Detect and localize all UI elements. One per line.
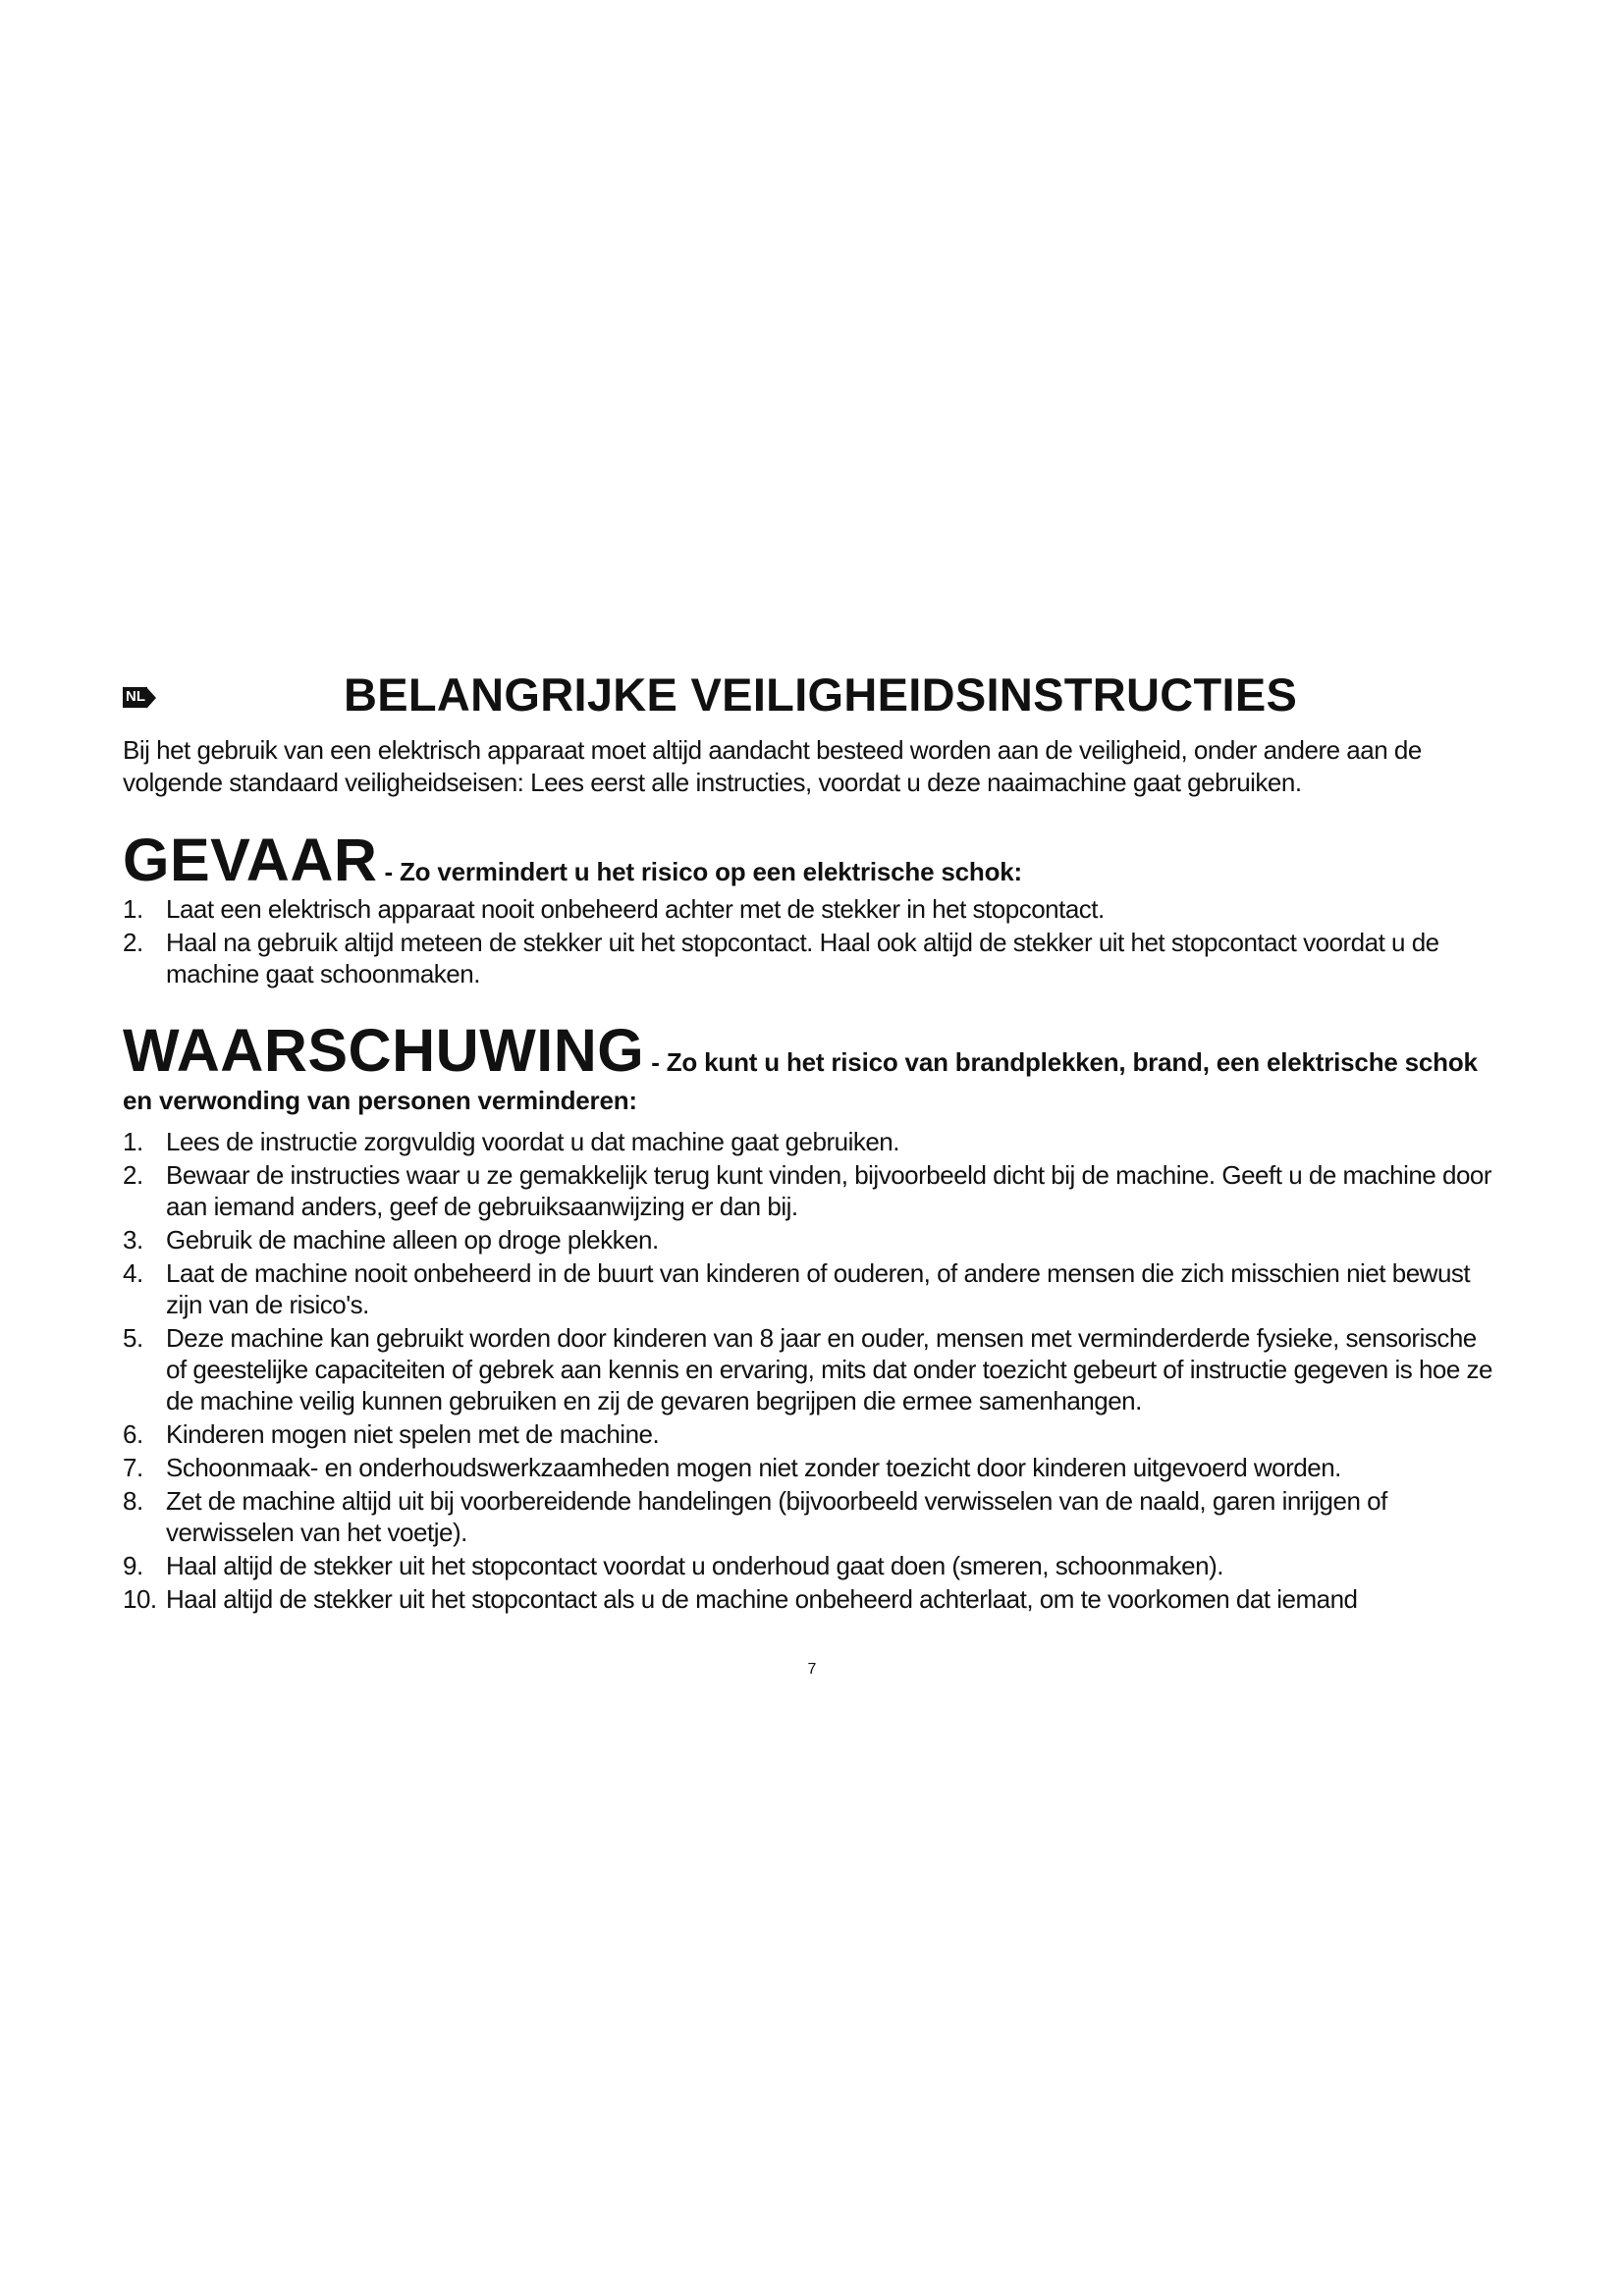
list-item — [123, 1485, 1502, 1548]
list-item — [123, 1418, 1502, 1450]
list-item-number: 7. — [123, 1453, 143, 1482]
list-item-text: Laat een elektrisch apparaat nooit onbeheerd achter met de stekker in het stopcontact. — [166, 894, 1105, 924]
list-item-text: Deze machine kan gebruikt worden door kinderen van 8 jaar en ouder, mensen met verminderderde fysieke, sensorische of geestelijke capaciteiten of gebrek aan kennis en ervaring, mits dat onder toezicht gebeurt of instructie gegeven is hoe ze de machine veilig kunnen gebruiken en zij de gevaren begrijpen die ermee samenhangen. — [166, 1323, 1493, 1415]
list-item-number: 2. — [123, 928, 143, 957]
list-item — [123, 1452, 1502, 1483]
list-item — [123, 1126, 1502, 1157]
danger-heading — [123, 827, 1502, 893]
list-item — [123, 1224, 1502, 1255]
list-item-number: 2. — [123, 1160, 143, 1190]
list-item-number: 9. — [123, 1551, 143, 1580]
list-item-number: 1. — [123, 894, 143, 924]
list-item-text: Lees de instructie zorgvuldig voordat u dat machine gaat gebruiken. — [166, 1127, 899, 1156]
list-item-text: Bewaar de instructies waar u ze gemakkelijk terug kunt vinden, bijvoorbeeld dicht bij de machine. Geeft u de machine door aan iemand anders, geef de gebruiksaanwijzing er dan bij. — [166, 1160, 1492, 1221]
list-item-text: Zet de machine altijd uit bij voorbereidende handelingen (bijvoorbeeld verwisselen van de naald, garen inrijgen of verwisselen van het voetje). — [166, 1486, 1387, 1547]
page-title: BELANGRIJKE VEILIGHEIDSINSTRUCTIES — [344, 668, 1298, 721]
warning-subtitle: - Zo kunt u het risico van brandplekken, brand, een elektrische schok en verwonding van personen verminderen: — [123, 1047, 1478, 1115]
list-item — [123, 1583, 1502, 1615]
list-item-number: 8. — [123, 1486, 143, 1516]
list-item — [123, 1322, 1502, 1416]
language-badge — [123, 687, 156, 708]
list-item-number: 5. — [123, 1323, 143, 1353]
list-item — [123, 893, 1502, 925]
list-item — [123, 1159, 1502, 1222]
list-item-text: Schoonmaak- en onderhoudswerkzaamheden mogen niet zonder toezicht door kinderen uitgevoerd worden. — [166, 1453, 1341, 1482]
list-item-text: Laat de machine nooit onbeheerd in de buurt van kinderen of ouderen, of andere mensen die zich misschien niet bewust zijn van de risico's. — [166, 1258, 1471, 1319]
list-item-number: 4. — [123, 1258, 143, 1288]
danger-list — [123, 893, 1502, 989]
title-row — [123, 667, 1502, 726]
list-item-text: Haal altijd de stekker uit het stopcontact als u de machine onbeheerd achterlaat, om te voorkomen dat iemand — [166, 1584, 1358, 1614]
danger-title: GEVAAR — [123, 827, 378, 893]
list-item — [123, 1257, 1502, 1320]
page-number: 7 — [807, 1661, 817, 1678]
list-item-number: 6. — [123, 1419, 143, 1449]
badge-arrow-icon — [147, 688, 156, 708]
language-badge-label: NL — [123, 687, 147, 708]
warning-title: WAARSCHUWING — [123, 1017, 645, 1084]
list-item-number: 10. — [123, 1584, 157, 1614]
warning-list — [123, 1126, 1502, 1615]
document-content — [123, 667, 1502, 1617]
list-item — [123, 927, 1502, 989]
list-item-text: Haal altijd de stekker uit het stopcontact voordat u onderhoud gaat doen (smeren, schoonmaken). — [166, 1551, 1223, 1580]
warning-heading — [123, 1017, 1502, 1122]
danger-subtitle: - Zo vermindert u het risico op een elektrische schok: — [377, 857, 1022, 886]
list-item-text: Gebruik de machine alleen op droge plekken. — [166, 1225, 659, 1255]
list-item-number: 3. — [123, 1225, 143, 1255]
list-item — [123, 1550, 1502, 1581]
intro-paragraph: Bij het gebruik van een elektrisch apparaat moet altijd aandacht besteed worden aan de veiligheid, onder andere aan de volgende standaard veiligheidseisen: Lees eerst alle instructies, voordat u deze naaimachine gaat gebruiken. — [123, 735, 1422, 797]
list-item-text: Kinderen mogen niet spelen met de machine. — [166, 1419, 660, 1449]
list-item-text: Haal na gebruik altijd meteen de stekker uit het stopcontact. Haal ook altijd de stekker uit het stopcontact voordat u de machine gaat schoonmaken. — [166, 928, 1439, 988]
list-item-number: 1. — [123, 1127, 143, 1156]
